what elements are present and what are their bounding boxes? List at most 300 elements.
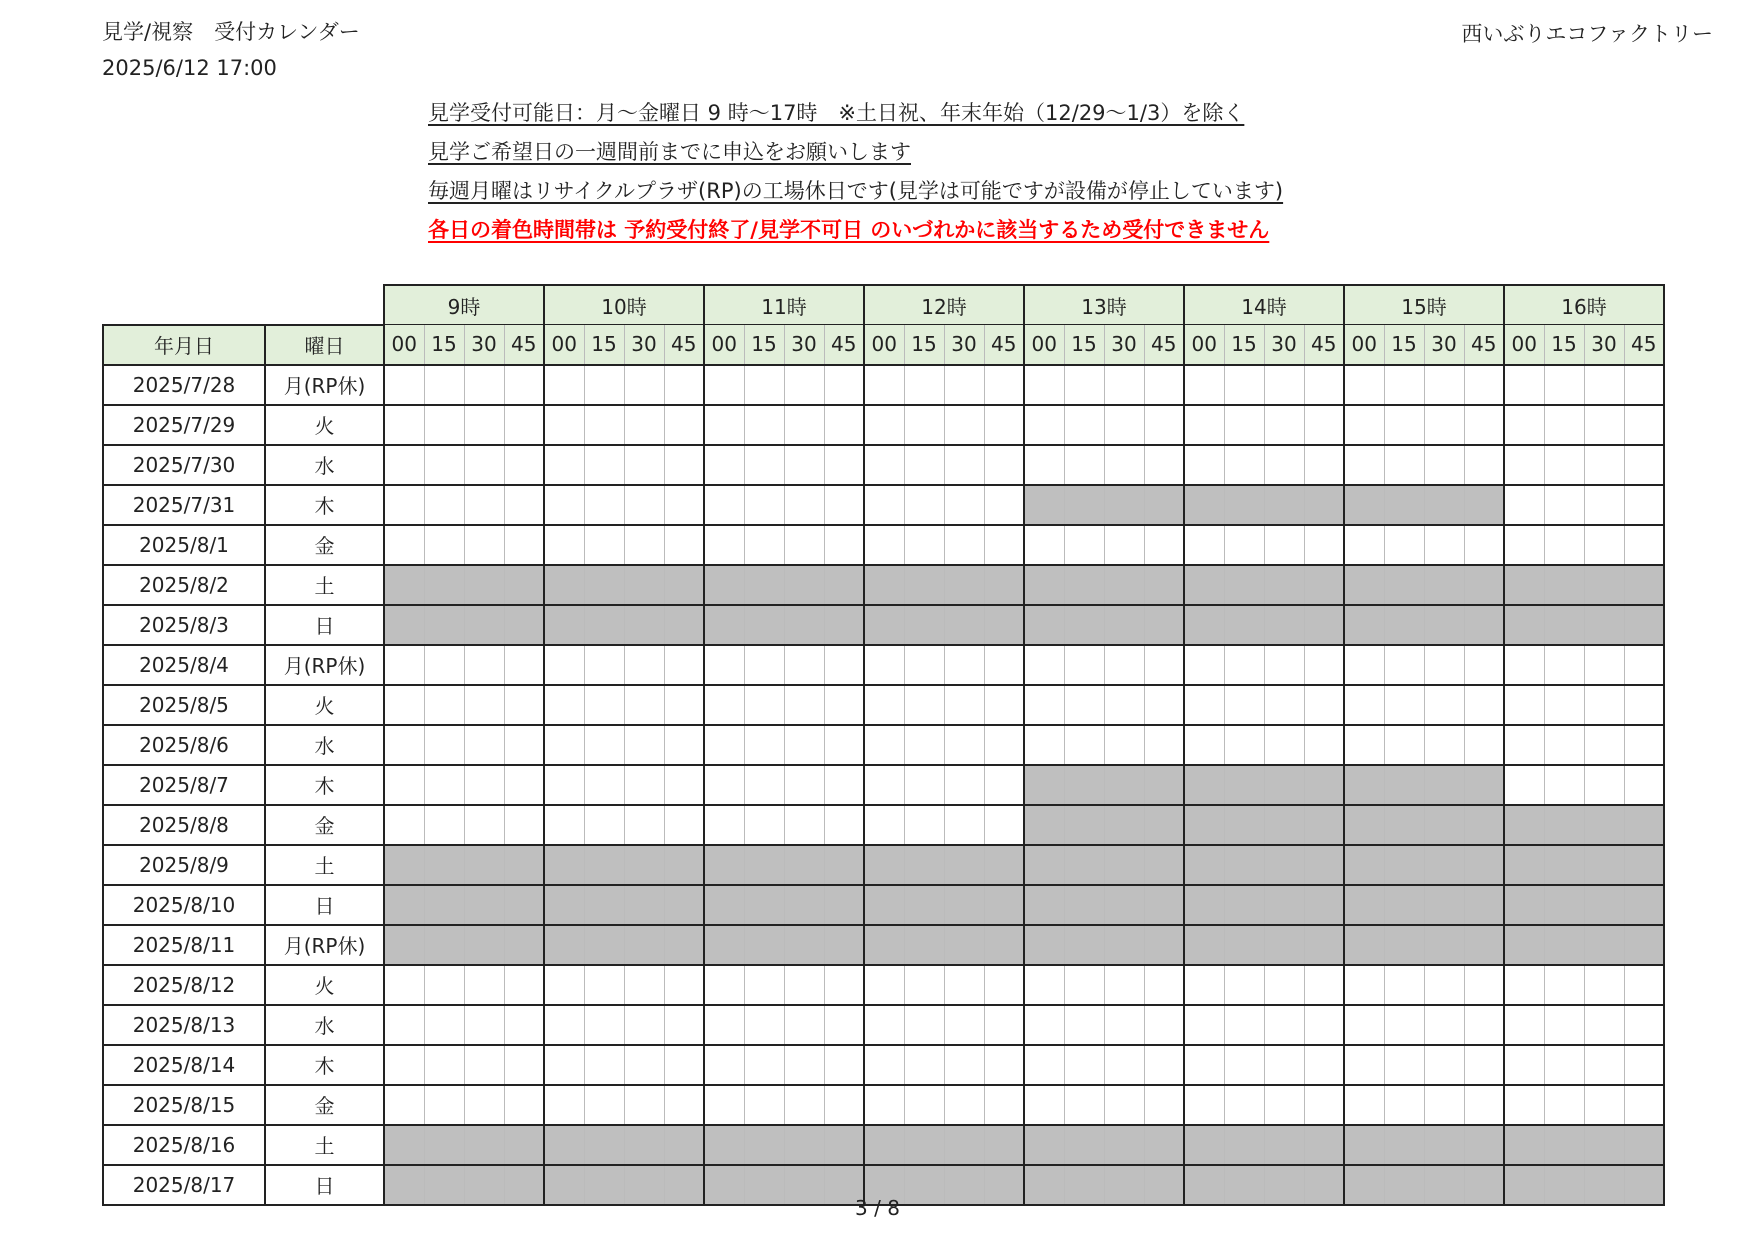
time-slot-available bbox=[1544, 525, 1584, 565]
time-slot-unavailable bbox=[1144, 1125, 1184, 1165]
time-slot-unavailable bbox=[1464, 485, 1504, 525]
time-slot-unavailable bbox=[1624, 925, 1664, 965]
time-slot-unavailable bbox=[784, 565, 824, 605]
time-slot-unavailable bbox=[1224, 605, 1264, 645]
time-slot-unavailable bbox=[1464, 565, 1504, 605]
time-slot-unavailable bbox=[1024, 605, 1064, 645]
time-slot-available bbox=[824, 1085, 864, 1125]
time-slot-unavailable bbox=[544, 885, 584, 925]
time-slot-unavailable bbox=[384, 845, 424, 885]
time-slot-available bbox=[1424, 1045, 1464, 1085]
time-slot-available bbox=[504, 765, 544, 805]
time-slot-available bbox=[664, 1045, 704, 1085]
time-slot-available bbox=[1184, 685, 1224, 725]
time-slot-unavailable bbox=[824, 885, 864, 925]
calendar-row bbox=[103, 725, 1664, 765]
time-slot-unavailable bbox=[1224, 565, 1264, 605]
time-slot-available bbox=[464, 485, 504, 525]
time-slot-available bbox=[1024, 725, 1064, 765]
time-slot-available bbox=[1064, 405, 1104, 445]
time-slot-available bbox=[704, 1005, 744, 1045]
time-slot-unavailable bbox=[1344, 765, 1384, 805]
time-slot-unavailable bbox=[464, 605, 504, 645]
time-slot-unavailable bbox=[384, 565, 424, 605]
time-slot-available bbox=[1384, 1005, 1424, 1045]
minute-header: 45 bbox=[1144, 325, 1184, 365]
time-slot-available bbox=[1184, 365, 1224, 405]
time-slot-unavailable bbox=[1024, 1125, 1064, 1165]
time-slot-available bbox=[904, 645, 944, 685]
time-slot-unavailable bbox=[1104, 925, 1144, 965]
time-slot-unavailable bbox=[384, 605, 424, 645]
time-slot-unavailable bbox=[1144, 485, 1184, 525]
time-slot-available bbox=[984, 485, 1024, 525]
time-slot-available bbox=[944, 1085, 984, 1125]
time-slot-unavailable bbox=[1384, 925, 1424, 965]
time-slot-available bbox=[384, 1085, 424, 1125]
time-slot-available bbox=[944, 725, 984, 765]
time-slot-available bbox=[904, 525, 944, 565]
time-slot-available bbox=[1464, 965, 1504, 1005]
time-slot-unavailable bbox=[784, 1125, 824, 1165]
time-slot-available bbox=[1104, 1005, 1144, 1045]
row-date: 2025/8/13 bbox=[103, 1005, 265, 1045]
time-slot-available bbox=[824, 765, 864, 805]
time-slot-available bbox=[1144, 405, 1184, 445]
row-weekday: 木 bbox=[265, 1045, 384, 1085]
time-slot-available bbox=[1624, 405, 1664, 445]
row-date: 2025/8/6 bbox=[103, 725, 265, 765]
time-slot-available bbox=[464, 965, 504, 1005]
time-slot-available bbox=[1544, 405, 1584, 445]
time-slot-available bbox=[504, 405, 544, 445]
minute-header: 15 bbox=[904, 325, 944, 365]
minute-header: 30 bbox=[464, 325, 504, 365]
time-slot-unavailable bbox=[1544, 565, 1584, 605]
time-slot-available bbox=[1544, 965, 1584, 1005]
time-slot-available bbox=[1544, 1045, 1584, 1085]
time-slot-unavailable bbox=[1064, 845, 1104, 885]
time-slot-unavailable bbox=[584, 1125, 624, 1165]
time-slot-available bbox=[1464, 445, 1504, 485]
time-slot-available bbox=[544, 525, 584, 565]
time-slot-available bbox=[984, 365, 1024, 405]
time-slot-available bbox=[1064, 725, 1104, 765]
time-slot-available bbox=[1544, 765, 1584, 805]
hour-header: 13時 bbox=[1024, 285, 1184, 325]
time-slot-available bbox=[1624, 965, 1664, 1005]
time-slot-available bbox=[1384, 525, 1424, 565]
time-slot-unavailable bbox=[1384, 605, 1424, 645]
time-slot-available bbox=[1064, 645, 1104, 685]
time-slot-unavailable bbox=[784, 845, 824, 885]
time-slot-unavailable bbox=[504, 565, 544, 605]
row-weekday: 木 bbox=[265, 485, 384, 525]
time-slot-available bbox=[584, 805, 624, 845]
time-slot-available bbox=[784, 525, 824, 565]
time-slot-available bbox=[1024, 405, 1064, 445]
time-slot-available bbox=[1304, 1045, 1344, 1085]
time-slot-available bbox=[1384, 1085, 1424, 1125]
time-slot-unavailable bbox=[664, 925, 704, 965]
time-slot-unavailable bbox=[1584, 805, 1624, 845]
time-slot-unavailable bbox=[1544, 1125, 1584, 1165]
minute-header-row bbox=[103, 325, 1664, 365]
calendar-row bbox=[103, 845, 1664, 885]
time-slot-available bbox=[1544, 1085, 1584, 1125]
time-slot-available bbox=[704, 445, 744, 485]
time-slot-available bbox=[1344, 445, 1384, 485]
time-slot-available bbox=[664, 445, 704, 485]
time-slot-unavailable bbox=[1144, 845, 1184, 885]
minute-header: 00 bbox=[1184, 325, 1224, 365]
time-slot-available bbox=[1624, 765, 1664, 805]
time-slot-available bbox=[1504, 1085, 1544, 1125]
time-slot-unavailable bbox=[944, 565, 984, 605]
time-slot-unavailable bbox=[704, 925, 744, 965]
time-slot-available bbox=[1584, 445, 1624, 485]
time-slot-available bbox=[464, 1085, 504, 1125]
time-slot-unavailable bbox=[1304, 885, 1344, 925]
time-slot-available bbox=[1304, 365, 1344, 405]
time-slot-available bbox=[1344, 645, 1384, 685]
time-slot-unavailable bbox=[944, 605, 984, 645]
time-slot-available bbox=[504, 485, 544, 525]
time-slot-available bbox=[424, 365, 464, 405]
time-slot-available bbox=[1304, 525, 1344, 565]
time-slot-unavailable bbox=[784, 925, 824, 965]
row-date: 2025/8/17 bbox=[103, 1165, 265, 1205]
time-slot-unavailable bbox=[1144, 925, 1184, 965]
time-slot-available bbox=[944, 1045, 984, 1085]
row-date: 2025/7/30 bbox=[103, 445, 265, 485]
time-slot-available bbox=[1304, 1005, 1344, 1045]
time-slot-unavailable bbox=[1144, 805, 1184, 845]
hour-header: 14時 bbox=[1184, 285, 1344, 325]
calendar-row bbox=[103, 445, 1664, 485]
time-slot-unavailable bbox=[1144, 765, 1184, 805]
time-slot-available bbox=[944, 445, 984, 485]
time-slot-unavailable bbox=[984, 565, 1024, 605]
time-slot-available bbox=[784, 965, 824, 1005]
time-slot-available bbox=[1584, 405, 1624, 445]
time-slot-available bbox=[1144, 1005, 1184, 1045]
calendar-row bbox=[103, 605, 1664, 645]
time-slot-available bbox=[864, 685, 904, 725]
time-slot-unavailable bbox=[1104, 765, 1144, 805]
time-slot-unavailable bbox=[984, 605, 1024, 645]
time-slot-unavailable bbox=[944, 1125, 984, 1165]
time-slot-available bbox=[944, 645, 984, 685]
time-slot-available bbox=[904, 805, 944, 845]
time-slot-available bbox=[824, 685, 864, 725]
time-slot-available bbox=[464, 365, 504, 405]
time-slot-unavailable bbox=[1504, 925, 1544, 965]
time-slot-unavailable bbox=[1144, 885, 1184, 925]
row-date: 2025/8/5 bbox=[103, 685, 265, 725]
time-slot-available bbox=[864, 645, 904, 685]
row-date: 2025/8/2 bbox=[103, 565, 265, 605]
time-slot-unavailable bbox=[1584, 885, 1624, 925]
time-slot-unavailable bbox=[424, 845, 464, 885]
time-slot-available bbox=[624, 965, 664, 1005]
time-slot-available bbox=[1544, 485, 1584, 525]
time-slot-unavailable bbox=[1424, 485, 1464, 525]
time-slot-available bbox=[864, 525, 904, 565]
time-slot-unavailable bbox=[1424, 765, 1464, 805]
time-slot-available bbox=[1344, 1045, 1384, 1085]
calendar-row bbox=[103, 565, 1664, 605]
calendar-row bbox=[103, 925, 1664, 965]
time-slot-unavailable bbox=[1104, 1125, 1144, 1165]
time-slot-available bbox=[1624, 525, 1664, 565]
time-slot-available bbox=[1384, 685, 1424, 725]
time-slot-available bbox=[1024, 645, 1064, 685]
time-slot-available bbox=[1184, 525, 1224, 565]
time-slot-available bbox=[1224, 405, 1264, 445]
calendar-row bbox=[103, 1125, 1664, 1165]
minute-header: 45 bbox=[1304, 325, 1344, 365]
calendar-row bbox=[103, 1045, 1664, 1085]
time-slot-available bbox=[984, 805, 1024, 845]
time-slot-available bbox=[384, 965, 424, 1005]
time-slot-unavailable bbox=[824, 925, 864, 965]
time-slot-unavailable bbox=[1264, 605, 1304, 645]
time-slot-unavailable bbox=[1384, 885, 1424, 925]
time-slot-available bbox=[424, 965, 464, 1005]
time-slot-available bbox=[1024, 525, 1064, 565]
notes-block bbox=[428, 94, 1283, 250]
time-slot-unavailable bbox=[1104, 845, 1144, 885]
time-slot-available bbox=[864, 485, 904, 525]
time-slot-available bbox=[1064, 525, 1104, 565]
time-slot-available bbox=[1264, 965, 1304, 1005]
time-slot-available bbox=[1224, 1085, 1264, 1125]
time-slot-available bbox=[1224, 445, 1264, 485]
row-weekday: 水 bbox=[265, 1005, 384, 1045]
time-slot-available bbox=[424, 1085, 464, 1125]
time-slot-available bbox=[1024, 1045, 1064, 1085]
time-slot-available bbox=[1224, 1005, 1264, 1045]
time-slot-available bbox=[1144, 725, 1184, 765]
row-weekday: 火 bbox=[265, 965, 384, 1005]
time-slot-unavailable bbox=[1064, 565, 1104, 605]
minute-header: 45 bbox=[504, 325, 544, 365]
time-slot-available bbox=[664, 725, 704, 765]
dow-column-header: 曜日 bbox=[265, 325, 384, 365]
time-slot-unavailable bbox=[1544, 805, 1584, 845]
time-slot-available bbox=[624, 645, 664, 685]
time-slot-available bbox=[624, 1045, 664, 1085]
time-slot-available bbox=[1024, 685, 1064, 725]
time-slot-available bbox=[384, 1005, 424, 1045]
minute-header: 30 bbox=[944, 325, 984, 365]
time-slot-available bbox=[664, 365, 704, 405]
time-slot-available bbox=[664, 485, 704, 525]
minute-header: 15 bbox=[1224, 325, 1264, 365]
calendar-row bbox=[103, 645, 1664, 685]
time-slot-available bbox=[1624, 445, 1664, 485]
time-slot-available bbox=[1264, 1005, 1304, 1045]
time-slot-available bbox=[784, 405, 824, 445]
time-slot-available bbox=[1064, 1005, 1104, 1045]
time-slot-unavailable bbox=[464, 1125, 504, 1165]
time-slot-available bbox=[1344, 1005, 1384, 1045]
time-slot-unavailable bbox=[984, 925, 1024, 965]
time-slot-unavailable bbox=[1184, 925, 1224, 965]
time-slot-available bbox=[1464, 725, 1504, 765]
calendar-row bbox=[103, 365, 1664, 405]
time-slot-unavailable bbox=[1544, 885, 1584, 925]
time-slot-unavailable bbox=[1104, 805, 1144, 845]
calendar-row bbox=[103, 405, 1664, 445]
minute-header: 30 bbox=[784, 325, 824, 365]
time-slot-available bbox=[384, 685, 424, 725]
time-slot-unavailable bbox=[1544, 845, 1584, 885]
time-slot-unavailable bbox=[1304, 845, 1344, 885]
time-slot-available bbox=[1024, 965, 1064, 1005]
time-slot-unavailable bbox=[1584, 1125, 1624, 1165]
time-slot-available bbox=[1384, 965, 1424, 1005]
time-slot-available bbox=[1424, 645, 1464, 685]
time-slot-available bbox=[1504, 525, 1544, 565]
time-slot-unavailable bbox=[864, 845, 904, 885]
time-slot-available bbox=[1064, 685, 1104, 725]
row-weekday: 火 bbox=[265, 405, 384, 445]
time-slot-unavailable bbox=[1304, 805, 1344, 845]
time-slot-available bbox=[1464, 405, 1504, 445]
time-slot-available bbox=[1264, 1045, 1304, 1085]
time-slot-unavailable bbox=[1224, 885, 1264, 925]
date-column-header: 年月日 bbox=[103, 325, 265, 365]
time-slot-unavailable bbox=[784, 885, 824, 925]
time-slot-available bbox=[704, 645, 744, 685]
time-slot-available bbox=[664, 765, 704, 805]
time-slot-available bbox=[1464, 525, 1504, 565]
time-slot-available bbox=[1304, 965, 1344, 1005]
time-slot-available bbox=[824, 405, 864, 445]
time-slot-unavailable bbox=[584, 885, 624, 925]
time-slot-available bbox=[1264, 1085, 1304, 1125]
time-slot-unavailable bbox=[904, 925, 944, 965]
time-slot-available bbox=[1104, 725, 1144, 765]
hour-header: 10時 bbox=[544, 285, 704, 325]
time-slot-available bbox=[664, 805, 704, 845]
time-slot-available bbox=[624, 445, 664, 485]
time-slot-available bbox=[544, 685, 584, 725]
time-slot-available bbox=[544, 365, 584, 405]
row-date: 2025/7/29 bbox=[103, 405, 265, 445]
time-slot-available bbox=[1224, 725, 1264, 765]
time-slot-available bbox=[1104, 965, 1144, 1005]
time-slot-available bbox=[464, 1045, 504, 1085]
time-slot-unavailable bbox=[1464, 765, 1504, 805]
time-slot-available bbox=[1544, 1005, 1584, 1045]
time-slot-available bbox=[904, 1045, 944, 1085]
time-slot-available bbox=[1304, 405, 1344, 445]
time-slot-unavailable bbox=[1024, 485, 1064, 525]
time-slot-available bbox=[704, 1085, 744, 1125]
minute-header: 00 bbox=[1504, 325, 1544, 365]
row-date: 2025/8/1 bbox=[103, 525, 265, 565]
time-slot-available bbox=[1184, 445, 1224, 485]
time-slot-available bbox=[624, 525, 664, 565]
time-slot-available bbox=[824, 1045, 864, 1085]
time-slot-available bbox=[984, 1045, 1024, 1085]
time-slot-available bbox=[1384, 1045, 1424, 1085]
minute-header: 00 bbox=[704, 325, 744, 365]
time-slot-available bbox=[744, 645, 784, 685]
row-date: 2025/8/10 bbox=[103, 885, 265, 925]
time-slot-available bbox=[1584, 1045, 1624, 1085]
time-slot-unavailable bbox=[1344, 1125, 1384, 1165]
time-slot-available bbox=[1424, 725, 1464, 765]
time-slot-unavailable bbox=[1184, 765, 1224, 805]
time-slot-available bbox=[664, 645, 704, 685]
time-slot-unavailable bbox=[424, 605, 464, 645]
time-slot-available bbox=[1584, 645, 1624, 685]
time-slot-unavailable bbox=[1224, 765, 1264, 805]
time-slot-available bbox=[824, 725, 864, 765]
time-slot-unavailable bbox=[744, 925, 784, 965]
time-slot-available bbox=[824, 1005, 864, 1045]
time-slot-available bbox=[1144, 965, 1184, 1005]
time-slot-unavailable bbox=[984, 885, 1024, 925]
time-slot-unavailable bbox=[1464, 805, 1504, 845]
minute-header: 45 bbox=[984, 325, 1024, 365]
row-weekday: 金 bbox=[265, 1085, 384, 1125]
time-slot-available bbox=[424, 765, 464, 805]
time-slot-unavailable bbox=[1384, 1125, 1424, 1165]
time-slot-available bbox=[464, 685, 504, 725]
time-slot-available bbox=[904, 965, 944, 1005]
time-slot-unavailable bbox=[1344, 565, 1384, 605]
row-date: 2025/8/15 bbox=[103, 1085, 265, 1125]
time-slot-unavailable bbox=[464, 565, 504, 605]
time-slot-unavailable bbox=[1464, 1125, 1504, 1165]
time-slot-available bbox=[1224, 525, 1264, 565]
time-slot-available bbox=[744, 725, 784, 765]
time-slot-available bbox=[424, 725, 464, 765]
time-slot-unavailable bbox=[464, 885, 504, 925]
time-slot-available bbox=[464, 725, 504, 765]
time-slot-available bbox=[1384, 645, 1424, 685]
time-slot-unavailable bbox=[1424, 885, 1464, 925]
time-slot-unavailable bbox=[1184, 805, 1224, 845]
time-slot-unavailable bbox=[1464, 885, 1504, 925]
time-slot-available bbox=[1544, 725, 1584, 765]
time-slot-available bbox=[1504, 965, 1544, 1005]
row-date: 2025/8/9 bbox=[103, 845, 265, 885]
time-slot-unavailable bbox=[1264, 845, 1304, 885]
row-weekday: 土 bbox=[265, 565, 384, 605]
time-slot-available bbox=[544, 445, 584, 485]
time-slot-available bbox=[1424, 1085, 1464, 1125]
time-slot-available bbox=[504, 725, 544, 765]
time-slot-unavailable bbox=[664, 605, 704, 645]
time-slot-unavailable bbox=[1104, 885, 1144, 925]
time-slot-available bbox=[384, 765, 424, 805]
row-weekday: 日 bbox=[265, 1165, 384, 1205]
time-slot-available bbox=[624, 725, 664, 765]
time-slot-available bbox=[1504, 485, 1544, 525]
time-slot-available bbox=[784, 1085, 824, 1125]
time-slot-available bbox=[944, 525, 984, 565]
time-slot-available bbox=[1464, 645, 1504, 685]
time-slot-available bbox=[1344, 725, 1384, 765]
time-slot-available bbox=[904, 485, 944, 525]
time-slot-available bbox=[624, 405, 664, 445]
